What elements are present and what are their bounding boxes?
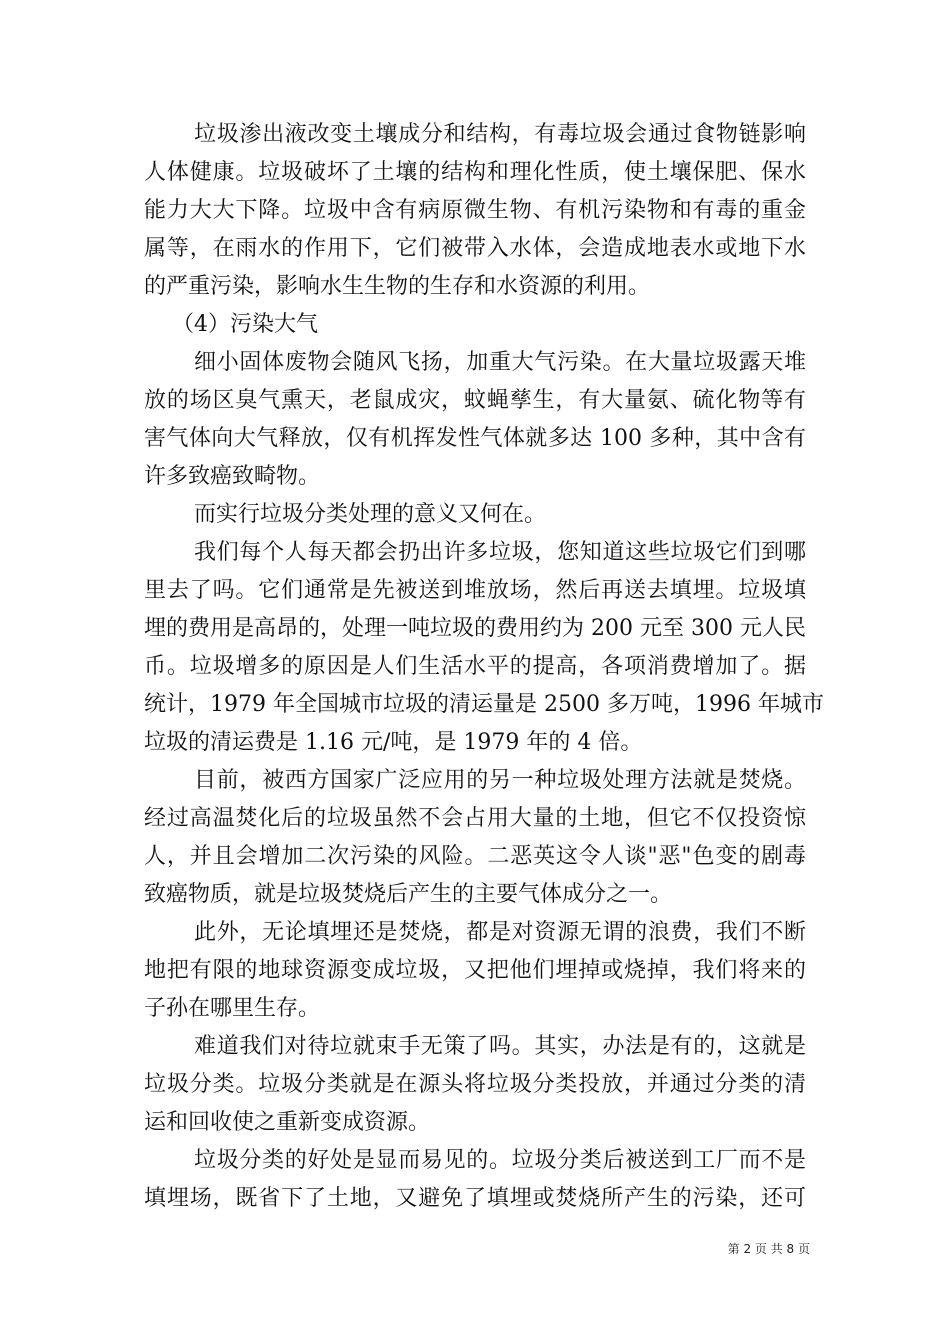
document-body [144,116,824,1218]
paragraph-sorting-solution [144,1028,806,1142]
text-line: 垃圾分类。垃圾分类就是在源头将垃圾分类投放，并通过分类的清 [144,1072,806,1097]
paragraph-air-pollution [144,344,806,496]
page-number-footer: 第 2 页 共 8 页 [727,1242,810,1256]
text-line: 此外，无论填埋还是焚烧，都是对资源无谓的浪费，我们不断 [194,920,806,945]
text-line: 放的场区臭气熏天，老鼠成灾，蚊蝇孳生，有大量氨、硫化物等有 [144,388,806,413]
text-line: 垃圾渗出液改变土壤成分和结构，有毒垃圾会通过食物链影响 [194,122,806,147]
text-line: 能力大大下降。垃圾中含有病原微生物、有机污染物和有毒的重金 [144,198,806,223]
text-line: 的严重污染，影响水生生物的生存和水资源的利用。 [144,274,651,299]
paragraph-incineration [144,762,806,914]
text-line: 我们每个人每天都会扔出许多垃圾，您知道这些垃圾它们到哪 [194,540,806,565]
text-line: 垃圾分类的好处是显而易见的。垃圾分类后被送到工厂而不是 [194,1148,806,1173]
text-line: 统计，1979 年全国城市垃圾的清运量是 2500 多万吨，1996 年城市 [144,692,824,717]
text-line: 运和回收使之重新变成资源。 [144,1110,431,1135]
text-line: 埋的费用是高昂的，处理一吨垃圾的费用约为 200 元至 300 元人民 [144,616,806,641]
text-line: 致癌物质，就是垃圾焚烧后产生的主要气体成分之一。 [144,882,673,907]
paragraph-sorting-benefits [144,1142,806,1218]
section-heading-air-pollution [144,306,806,344]
paragraph-resource-waste [144,914,806,1028]
text-line: 许多致癌致畸物。 [144,464,321,489]
text-line: 属等，在雨水的作用下，它们被带入水体，会造成地表水或地下水 [144,236,806,261]
text-line: 垃圾的清运费是 1.16 元/吨，是 1979 年的 4 倍。 [144,730,643,755]
text-line: 人，并且会增加二次污染的风险。二恶英这令人谈"恶"色变的剧毒 [144,844,806,869]
text-line: 里去了吗。它们通常是先被送到堆放场，然后再送去填埋。垃圾填 [144,578,806,603]
text-line: 害气体向大气释放，仅有机挥发性气体就多达 100 多种，其中含有 [144,426,806,451]
text-line: 币。垃圾增多的原因是人们生活水平的提高，各项消费增加了。据 [144,654,806,679]
paragraph-significance-question [144,496,806,534]
text-line: 细小固体废物会随风飞扬，加重大气污染。在大量垃圾露天堆 [194,350,806,375]
text-line: 地把有限的地球资源变成垃圾，又把他们埋掉或烧掉，我们将来的 [144,958,806,983]
text-line: 人体健康。垃圾破坏了土壤的结构和理化性质，使土壤保肥、保水 [144,160,806,185]
text-line: 难道我们对待垃就束手无策了吗。其实，办法是有的，这就是 [194,1034,806,1059]
text-line: 而实行垃圾分类处理的意义又何在。 [194,502,547,527]
text-line: 目前，被西方国家广泛应用的另一种垃圾处理方法就是焚烧。 [194,768,806,793]
text-line: 填埋场，既省下了土地，又避免了填埋或焚烧所产生的污染，还可 [144,1186,806,1211]
text-line: 子孙在哪里生存。 [144,996,321,1021]
paragraph-landfill-cost [144,534,824,762]
section-heading: （4）污染大气 [172,312,318,337]
text-line: 经过高温焚化后的垃圾虽然不会占用大量的土地，但它不仅投资惊 [144,806,806,831]
paragraph-soil-water-pollution [144,116,806,306]
